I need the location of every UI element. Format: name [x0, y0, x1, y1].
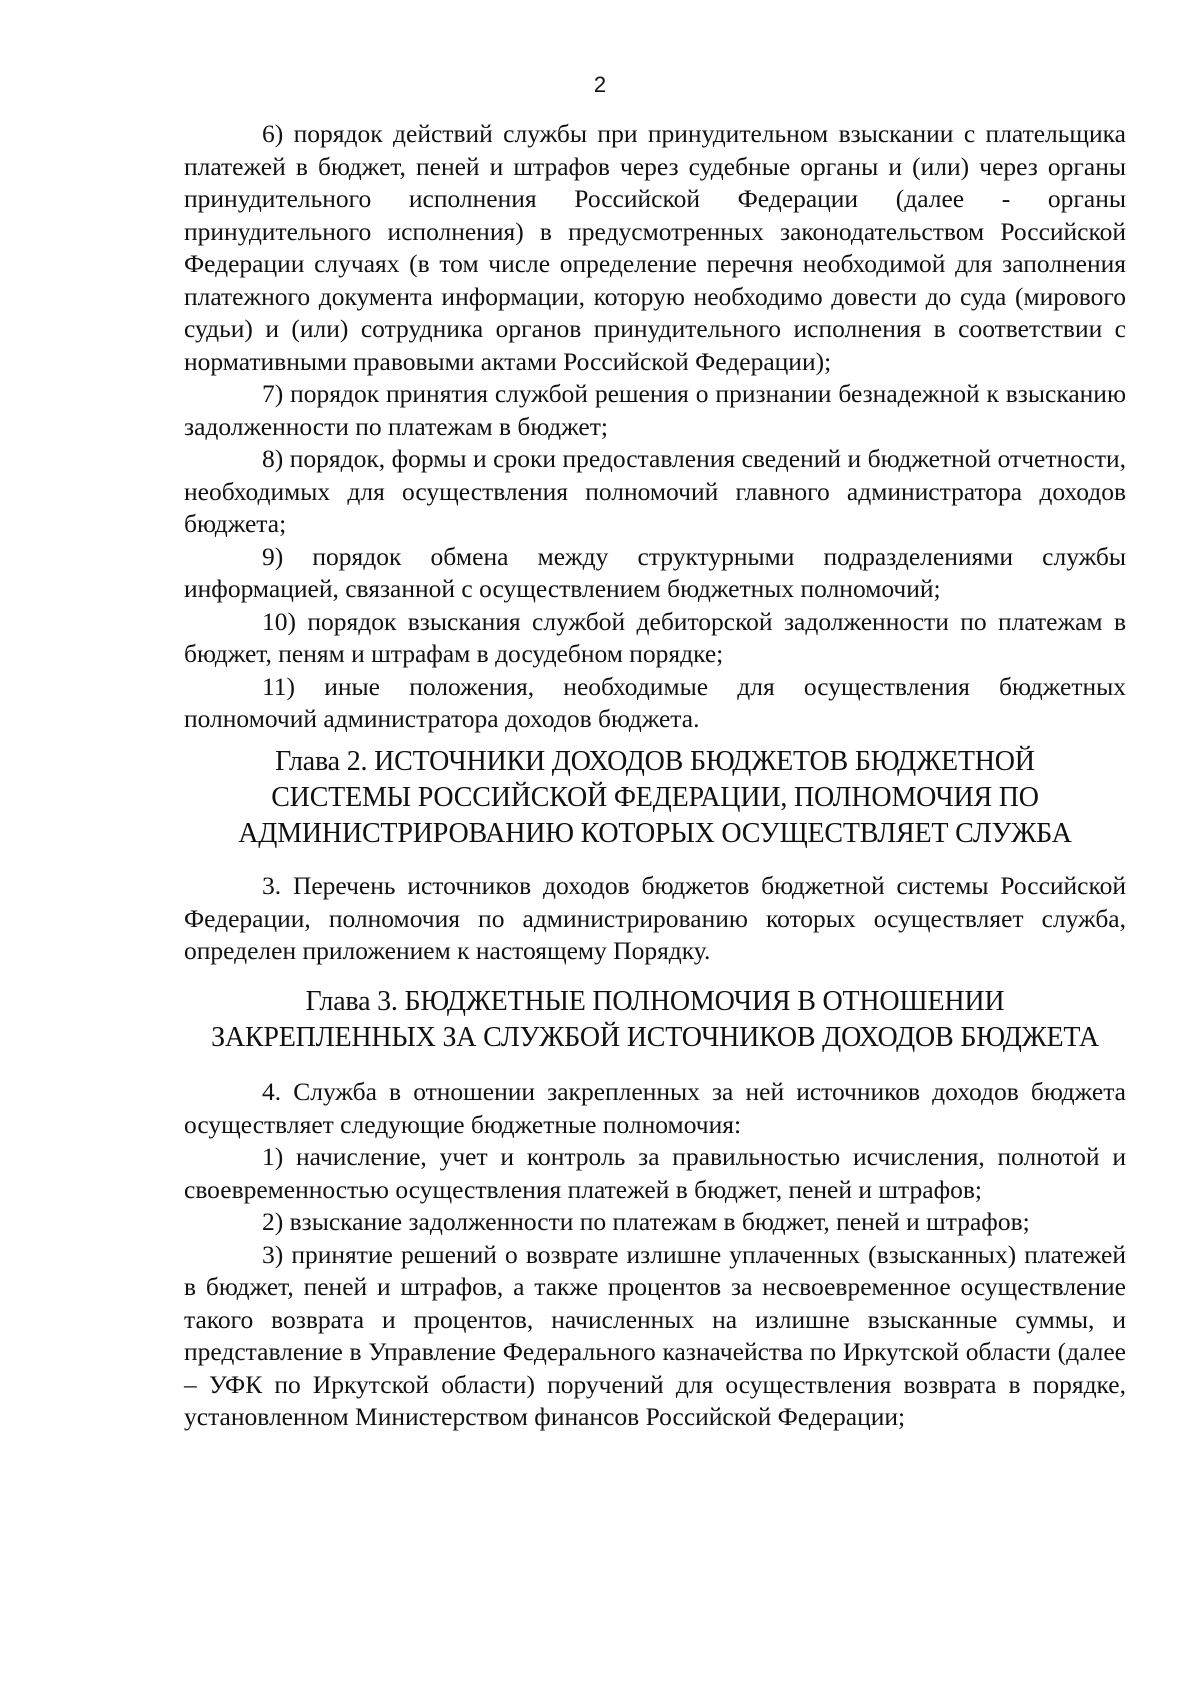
chapter-2-heading — [184, 744, 1126, 852]
paragraph-item-6: 6) порядок действий службы при принудительном взыскании с плательщика платежей в бюджет, пеней и штрафов через судебные органы и (или) через органы принудительного исполнения Российской Федерации (далее - органы принудительного исполнения) в предусмотренных законодательством Российской Федерации случаях (в том числе определение перечня необходимой для заполнения платежного документа информации, которую необходимо довести до суда (мирового судьи) и (или) сотрудника органов принудительного исполнения в соответствии с нормативными правовыми актами Российской Федерации); — [184, 119, 1126, 376]
paragraph-subitem-3: 3) принятие решений о возврате излишне уплаченных (взысканных) платежей в бюджет, пеней и штрафов, а также процентов за несвоевременное осуществление такого возврата и процентов, начисленных на излишне взысканные суммы, и представление в Управление Федерального казначейства по Иркутской области (далее – УФК по Иркутской области) поручений для осуществления возврата в порядке, установленном Министерством финансов Российской Федерации; — [184, 1239, 1126, 1431]
chapter-2-heading-line: АДМИНИСТРИРОВАНИЮ КОТОРЫХ ОСУЩЕСТВЛЯЕТ СЛУЖБА — [238, 818, 1072, 849]
chapter-2-heading-line: Глава 2. ИСТОЧНИКИ ДОХОДОВ БЮДЖЕТОВ БЮДЖЕТНОЙ — [275, 746, 1035, 777]
paragraph-subitem-2: 2) взыскание задолженности по платежам в бюджет, пеней и штрафов; — [262, 1207, 1030, 1236]
paragraph-item-3: 3. Перечень источников доходов бюджетов бюджетной системы Российской Федерации, полномочия по администрированию которых осуществляет служба, определен приложением к настоящему Порядку. — [184, 871, 1126, 965]
paragraph-item-4: 4. Служба в отношении закрепленных за ней источников доходов бюджета осуществляет следующие бюджетные полномочия: — [184, 1077, 1126, 1139]
sources-list-block — [184, 870, 1126, 968]
paragraph-item-10: 10) порядок взыскания службой дебиторской задолженности по платежам в бюджет, пеням и штрафам в досудебном порядке; — [184, 606, 1126, 668]
chapter-2-heading-line: СИСТЕМЫ РОССИЙСКОЙ ФЕДЕРАЦИИ, ПОЛНОМОЧИЯ ПО — [271, 782, 1039, 813]
chapter-3-heading-line: Глава 3. БЮДЖЕТНЫЕ ПОЛНОМОЧИЯ В ОТНОШЕНИИ — [305, 986, 1005, 1017]
chapter-3-heading — [184, 984, 1126, 1056]
procedure-items-block — [184, 118, 1126, 736]
paragraph-item-8: 8) порядок, формы и сроки предоставления сведений и бюджетной отчетности, необходимых для осуществления полномочий главного администратора доходов бюджета; — [184, 444, 1126, 538]
paragraph-subitem-1: 1) начисление, учет и контроль за правильностью исчисления, полнотой и своевременностью осуществления платежей в бюджет, пеней и штрафов; — [184, 1142, 1126, 1204]
paragraph-item-9: 9) порядок обмена между структурными подразделениями службы информацией, связанной с осуществлением бюджетных полномочий; — [184, 541, 1126, 603]
budget-powers-block — [184, 1076, 1126, 1434]
paragraph-item-11: 11) иные положения, необходимые для осуществления бюджетных полномочий администратора доходов бюджета. — [184, 671, 1126, 733]
paragraph-item-7: 7) порядок принятия службой решения о признании безнадежной к взысканию задолженности по платежам в бюджет; — [184, 379, 1126, 441]
chapter-3-heading-line: ЗАКРЕПЛЕННЫХ ЗА СЛУЖБОЙ ИСТОЧНИКОВ ДОХОДОВ БЮДЖЕТА — [211, 1022, 1099, 1053]
page-number: 2 — [593, 72, 607, 97]
